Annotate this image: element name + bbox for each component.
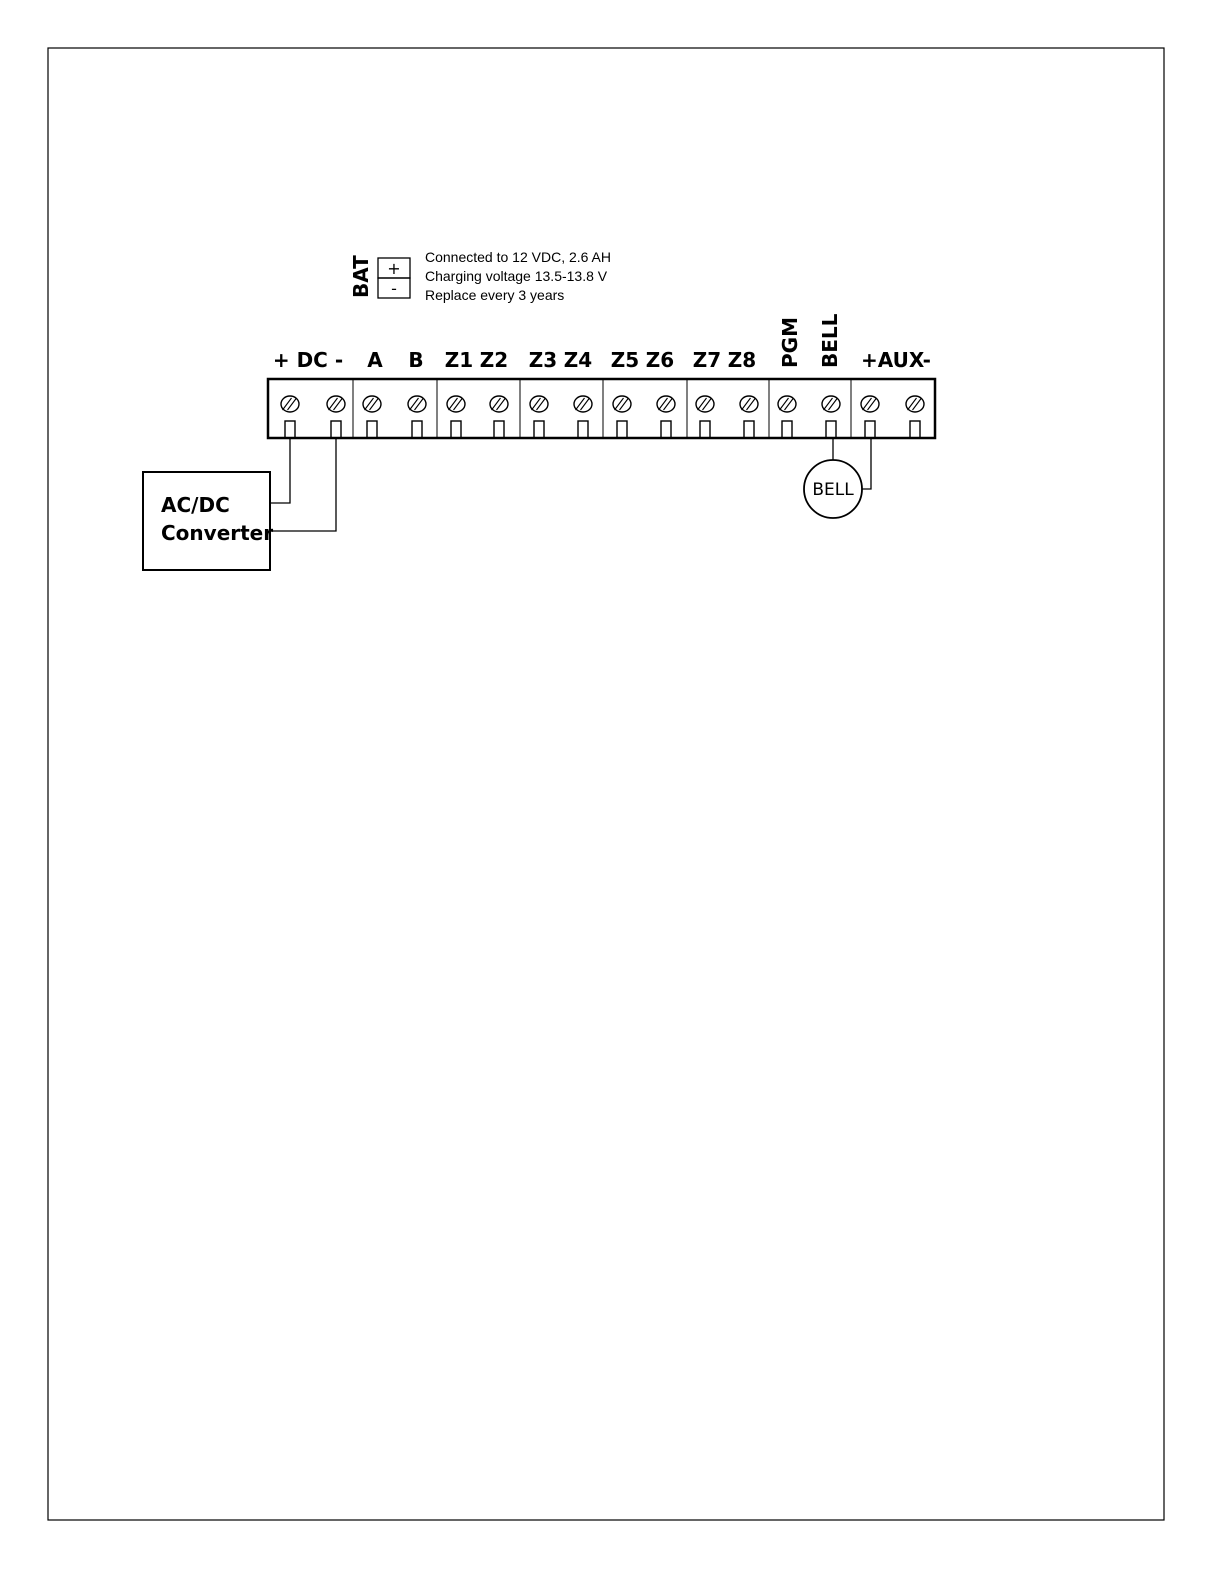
terminal-screw xyxy=(778,396,796,438)
wire-slot xyxy=(285,421,295,438)
group-dividers xyxy=(353,379,851,438)
label-dc: + DC - xyxy=(272,348,344,372)
wire-slot xyxy=(700,421,710,438)
terminal-screw xyxy=(363,396,381,438)
label-bell-terminal: BELL xyxy=(818,313,842,368)
label-b: B xyxy=(408,348,424,372)
terminal-strip xyxy=(268,379,935,438)
screw-slot xyxy=(283,398,292,410)
screw-slot xyxy=(365,398,374,410)
screw-slot xyxy=(780,398,789,410)
screw-slot xyxy=(908,398,917,410)
terminal-screw xyxy=(281,396,299,438)
wire-dc-minus xyxy=(270,438,336,531)
label-z5: Z5 xyxy=(610,348,640,372)
screw-slot xyxy=(532,398,541,410)
wire-slot xyxy=(494,421,504,438)
label-z1: Z1 xyxy=(444,348,474,372)
bell-device xyxy=(804,438,871,518)
screw-slot xyxy=(863,398,872,410)
screw-slot xyxy=(615,398,624,410)
screw-slot xyxy=(913,398,922,410)
terminal-strip-frame xyxy=(268,379,935,438)
label-z6: Z6 xyxy=(645,348,675,372)
label-pgm: PGM xyxy=(778,317,802,368)
screw-slot xyxy=(537,398,546,410)
wire-slot xyxy=(451,421,461,438)
label-z7: Z7 xyxy=(692,348,722,372)
screw-slot xyxy=(824,398,833,410)
screw-slot xyxy=(449,398,458,410)
terminal-screw xyxy=(861,396,879,438)
screw-slot xyxy=(620,398,629,410)
terminal-screw xyxy=(530,396,548,438)
bell-label: BELL xyxy=(812,480,854,500)
battery-plus-sign: + xyxy=(387,259,401,278)
terminal-screw xyxy=(906,396,924,438)
screw-slot xyxy=(747,398,756,410)
wire-slot xyxy=(826,421,836,438)
wire-slot xyxy=(578,421,588,438)
screw-slot xyxy=(742,398,751,410)
wire-slot xyxy=(865,421,875,438)
wire-dc-plus xyxy=(270,438,290,503)
terminal-screw xyxy=(408,396,426,438)
battery-note-1: Connected to 12 VDC, 2.6 AH xyxy=(425,249,611,265)
terminal-screw xyxy=(447,396,465,438)
battery-note-2: Charging voltage 13.5-13.8 V xyxy=(425,268,608,284)
screw-slot xyxy=(576,398,585,410)
terminal-screw xyxy=(613,396,631,438)
wire-slot xyxy=(744,421,754,438)
terminal-screw xyxy=(740,396,758,438)
battery-block xyxy=(349,249,611,303)
screw-slot xyxy=(329,398,338,410)
screw-slot xyxy=(492,398,501,410)
converter-label-line2: Converter xyxy=(161,521,274,545)
wire-aux-plus xyxy=(862,438,871,489)
label-z3: Z3 xyxy=(528,348,558,372)
battery-minus-sign: - xyxy=(391,279,397,298)
screw-slot xyxy=(785,398,794,410)
wire-slot xyxy=(412,421,422,438)
screw-slot xyxy=(410,398,419,410)
terminal-screw xyxy=(822,396,840,438)
screw-slot xyxy=(868,398,877,410)
screw-slot xyxy=(664,398,673,410)
wire-slot xyxy=(617,421,627,438)
terminal-screw xyxy=(696,396,714,438)
screw-slot xyxy=(829,398,838,410)
label-z2: Z2 xyxy=(479,348,509,372)
terminal-screw xyxy=(574,396,592,438)
screw-slot xyxy=(659,398,668,410)
terminal-screw xyxy=(490,396,508,438)
wire-slot xyxy=(910,421,920,438)
terminal-screw xyxy=(657,396,675,438)
wire-slot xyxy=(534,421,544,438)
converter-label-line1: AC/DC xyxy=(161,493,230,517)
battery-label: BAT xyxy=(349,255,373,298)
wire-slot xyxy=(331,421,341,438)
label-z8: Z8 xyxy=(727,348,757,372)
screw-slot xyxy=(581,398,590,410)
screw-slot xyxy=(415,398,424,410)
wire-slot xyxy=(367,421,377,438)
screw-slot xyxy=(454,398,463,410)
screw-slot xyxy=(703,398,712,410)
ac-dc-converter xyxy=(143,438,336,570)
screw-slot xyxy=(497,398,506,410)
label-aux: +AUX- xyxy=(861,348,931,372)
terminal-screw xyxy=(327,396,345,438)
label-z4: Z4 xyxy=(563,348,593,372)
screw-slot xyxy=(698,398,707,410)
wire-slot xyxy=(782,421,792,438)
screw-slot xyxy=(288,398,297,410)
battery-note-3: Replace every 3 years xyxy=(425,287,565,303)
wire-slot xyxy=(661,421,671,438)
label-a: A xyxy=(367,348,383,372)
screw-slot xyxy=(370,398,379,410)
terminal-labels xyxy=(273,313,931,372)
screw-slot xyxy=(334,398,343,410)
